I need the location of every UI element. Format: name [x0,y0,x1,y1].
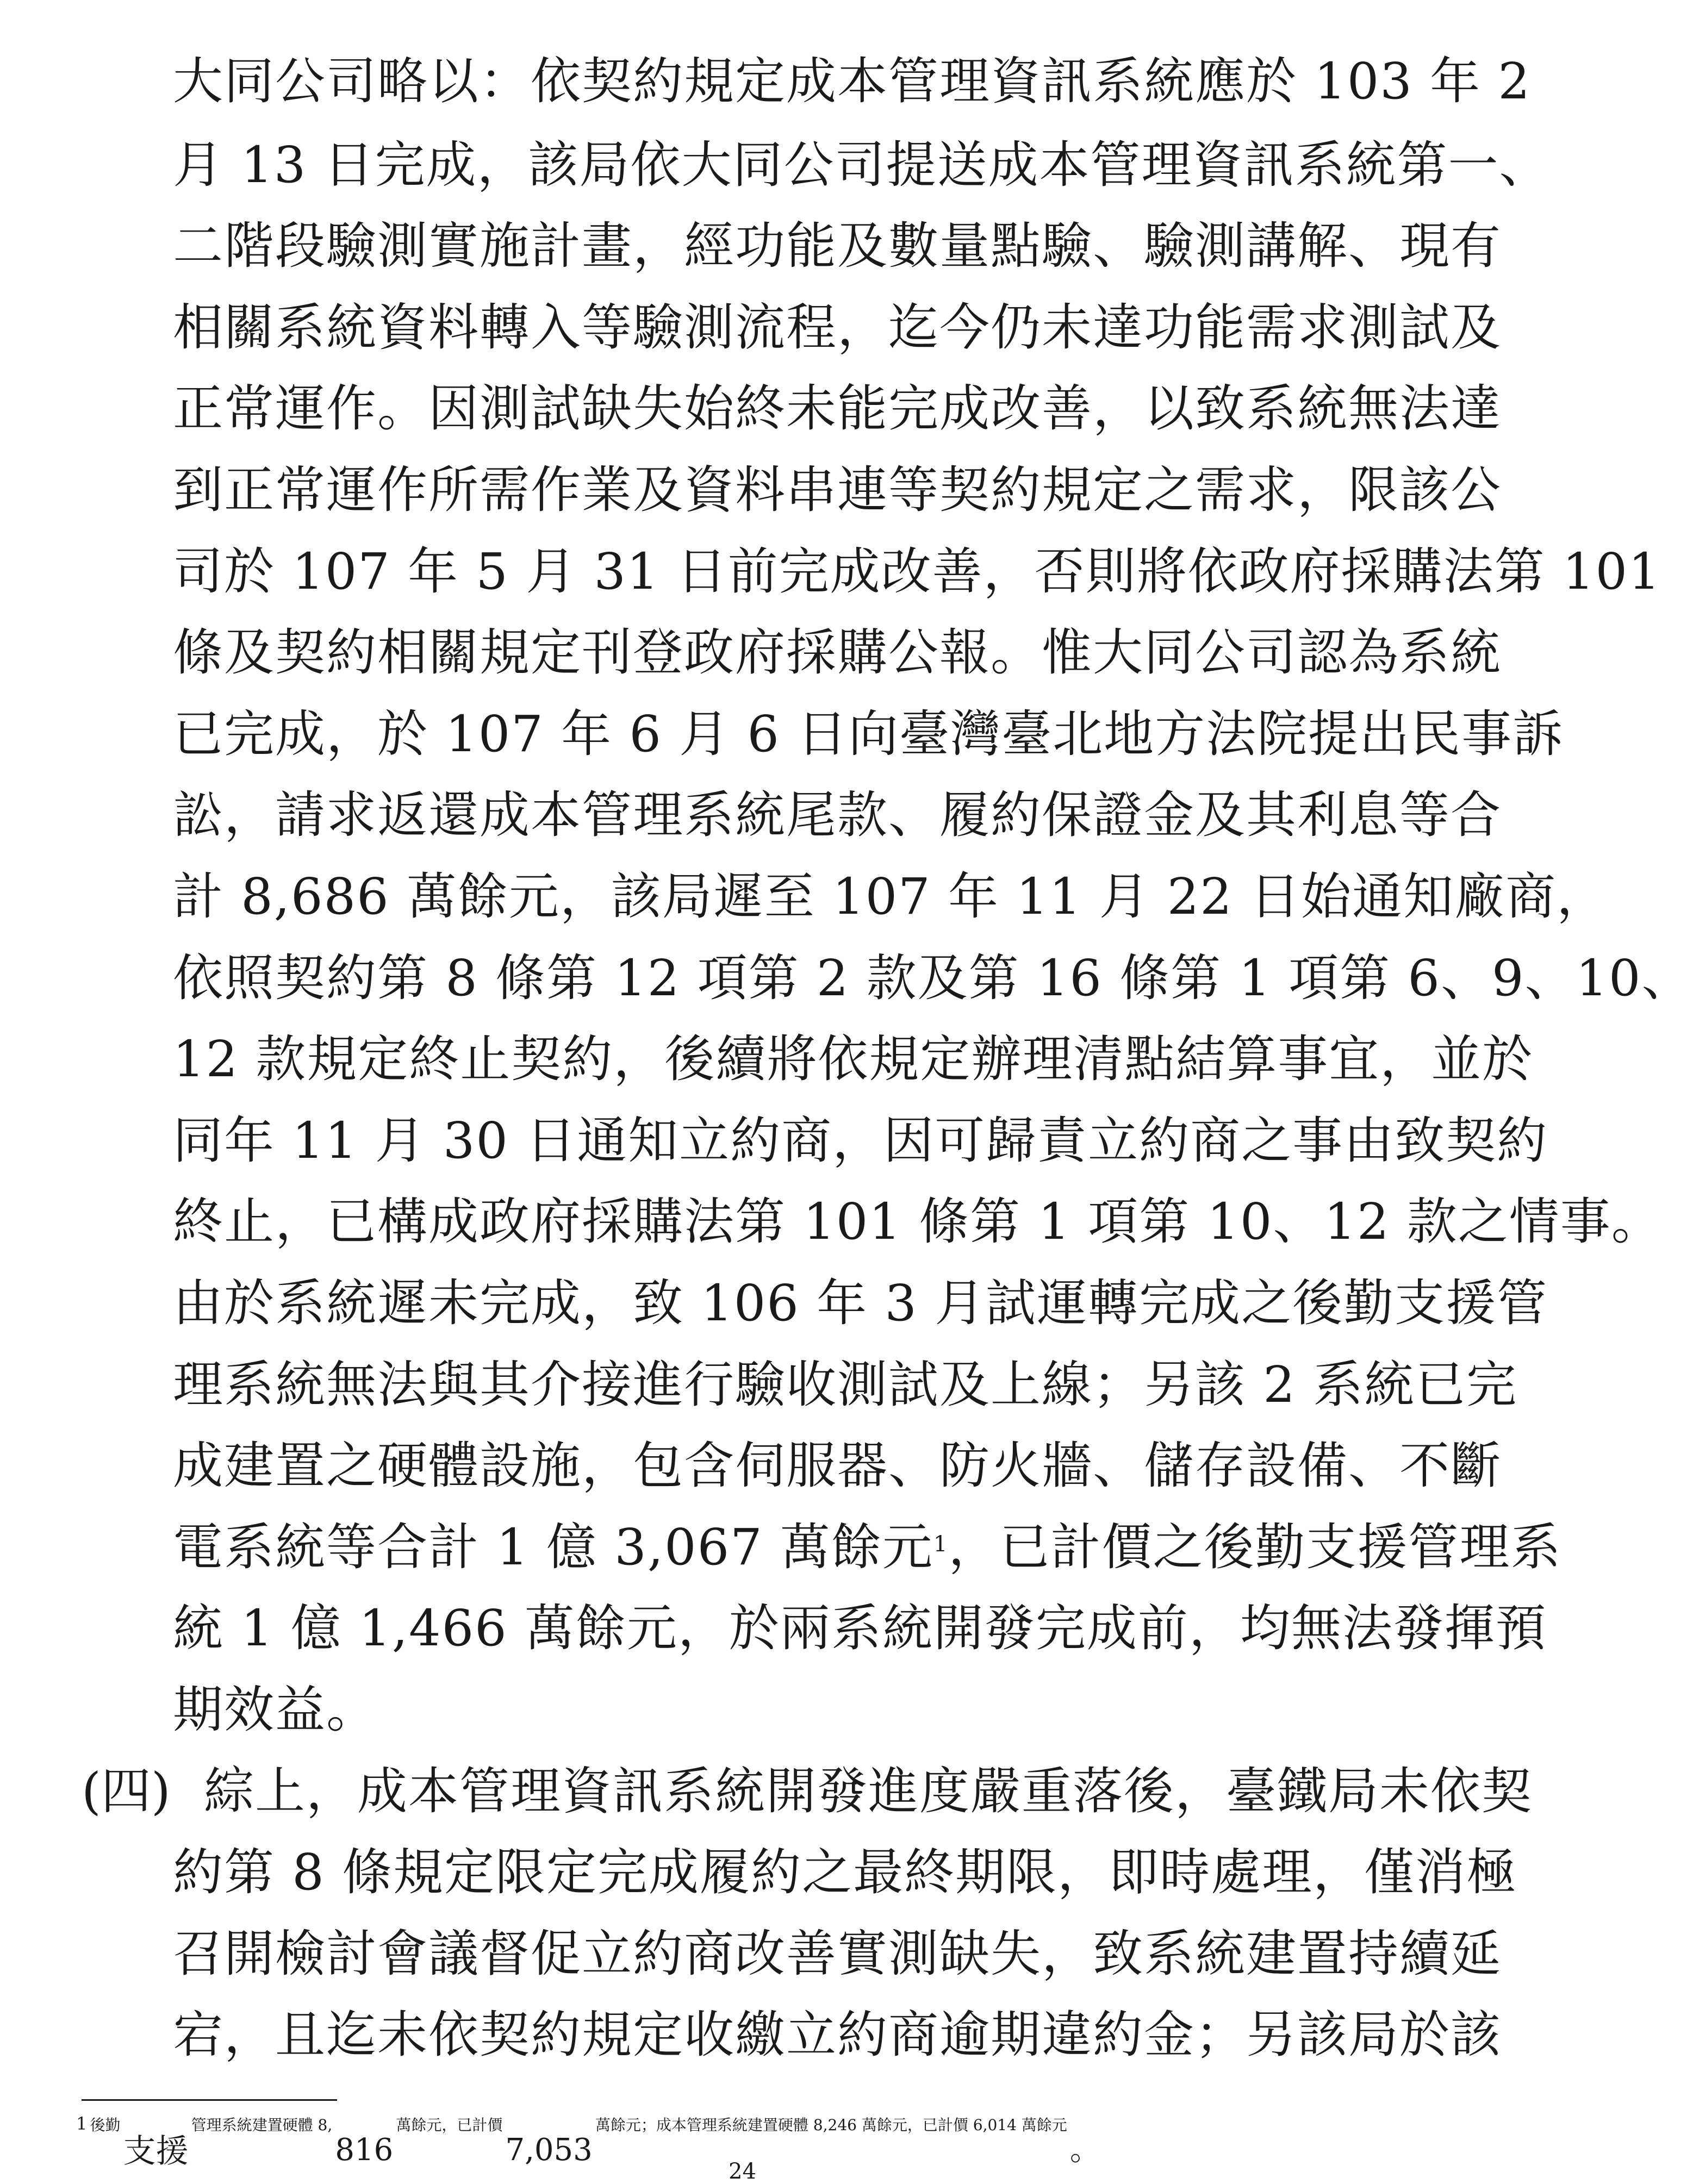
footnote-text: 後勤 [90,2116,121,2134]
paragraph-line: 成建置之硬體設施，包含伺服器、防火牆、儲存設備、不斷 [173,1437,1502,1495]
paragraph-line: 期效益。 [173,1681,378,1739]
paragraph-line: 計 8,686 萬餘元，該局遲至 107 年 11 月 22 日始通知廠商， [173,868,1608,926]
line-text: ，已計價之後勤支援管理系 [948,1518,1562,1576]
paragraph-line: 到正常運作所需作業及資料串連等契約規定之需求，限該公 [173,461,1502,519]
footnote-text: 816 [335,2132,394,2168]
section-line: 召開檢討會議督促立約商改善實測缺失，致系統建置持續延 [173,1925,1502,1983]
section-line: 約第 8 條規定限定完成履約之最終期限，即時處理，僅消極 [173,1843,1518,1901]
paragraph-line: 理系統無法與其介接進行驗收測試及上線；另該 2 系統已完 [173,1356,1518,1414]
section-line: 綜上，成本管理資訊系統開發進度嚴重落後，臺鐵局未依契 [204,1762,1533,1820]
paragraph-line: 由於系統遲未完成，致 106 年 3 月試運轉完成之後勤支援管 [173,1274,1548,1332]
paragraph-line: 大同公司略以：依契約規定成本管理資訊系統應於 103 年 2 [173,52,1531,110]
footnote-divider [82,2099,337,2101]
paragraph-line: 12 款規定終止契約，後續將依規定辦理清點結算事宜，並於 [173,1030,1534,1088]
section-marker: (四) [82,1762,171,1820]
footnote [76,2113,1100,2170]
footnote-text: 萬餘元；成本管理系統建置硬體 8,246 萬餘元，已計價 6,014 萬餘元 [595,2116,1067,2134]
paragraph-line: 條及契約相關規定刊登政府採購公報。惟大同公司認為系統 [173,623,1502,682]
footnote-text: 支援 [123,2132,189,2170]
paragraph-line: 訟，請求返還成本管理系統尾款、履約保證金及其利息等合 [173,786,1502,844]
paragraph-line: 月 13 日完成，該局依大同公司提送成本管理資訊系統第一、 [173,136,1551,194]
page-number: 24 [729,2159,756,2184]
paragraph-line: 依照契約第 8 條第 12 項第 2 款及第 16 條第 1 項第 6、9、10、 [173,949,1693,1007]
footnote-number: 1 [76,2113,88,2134]
paragraph-line: 已完成，於 107 年 6 月 6 日向臺灣臺北地方法院提出民事訴 [173,705,1564,763]
footnote-text: 管理系統建置硬體 8, [191,2116,333,2134]
section-line: 宕，且迄未依契約規定收繳立約商逾期違約金；另該局於該 [173,2006,1502,2064]
paragraph-line: 同年 11 月 30 日通知立約商，因可歸責立約商之事由致契約 [173,1112,1548,1170]
footnote-text: 7,053 [505,2132,593,2168]
footnote-text: 萬餘元，已計價 [396,2116,503,2134]
footnote-text: 。 [1069,2132,1100,2168]
paragraph-line: 終止，已構成政府採購法第 101 條第 1 項第 10、12 款之情事。 [173,1193,1663,1251]
line-text: 電系統等合計 1 億 3,067 萬餘元 [173,1518,933,1576]
paragraph-line-with-footnote [173,1518,1562,1576]
paragraph-line: 統 1 億 1,466 萬餘元，於兩系統開發完成前，均無法發揮預 [173,1599,1547,1657]
paragraph-line: 正常運作。因測試缺失始終未能完成改善，以致系統無法達 [173,379,1502,438]
paragraph-line: 司於 107 年 5 月 31 日前完成改善，否則將依政府採購法第 101 [173,542,1661,601]
paragraph-line: 二階段驗測實施計畫，經功能及數量點驗、驗測講解、現有 [173,217,1502,275]
footnote-reference: 1 [933,1532,949,1557]
paragraph-line: 相關系統資料轉入等驗測流程，迄今仍未達功能需求測試及 [173,298,1502,357]
